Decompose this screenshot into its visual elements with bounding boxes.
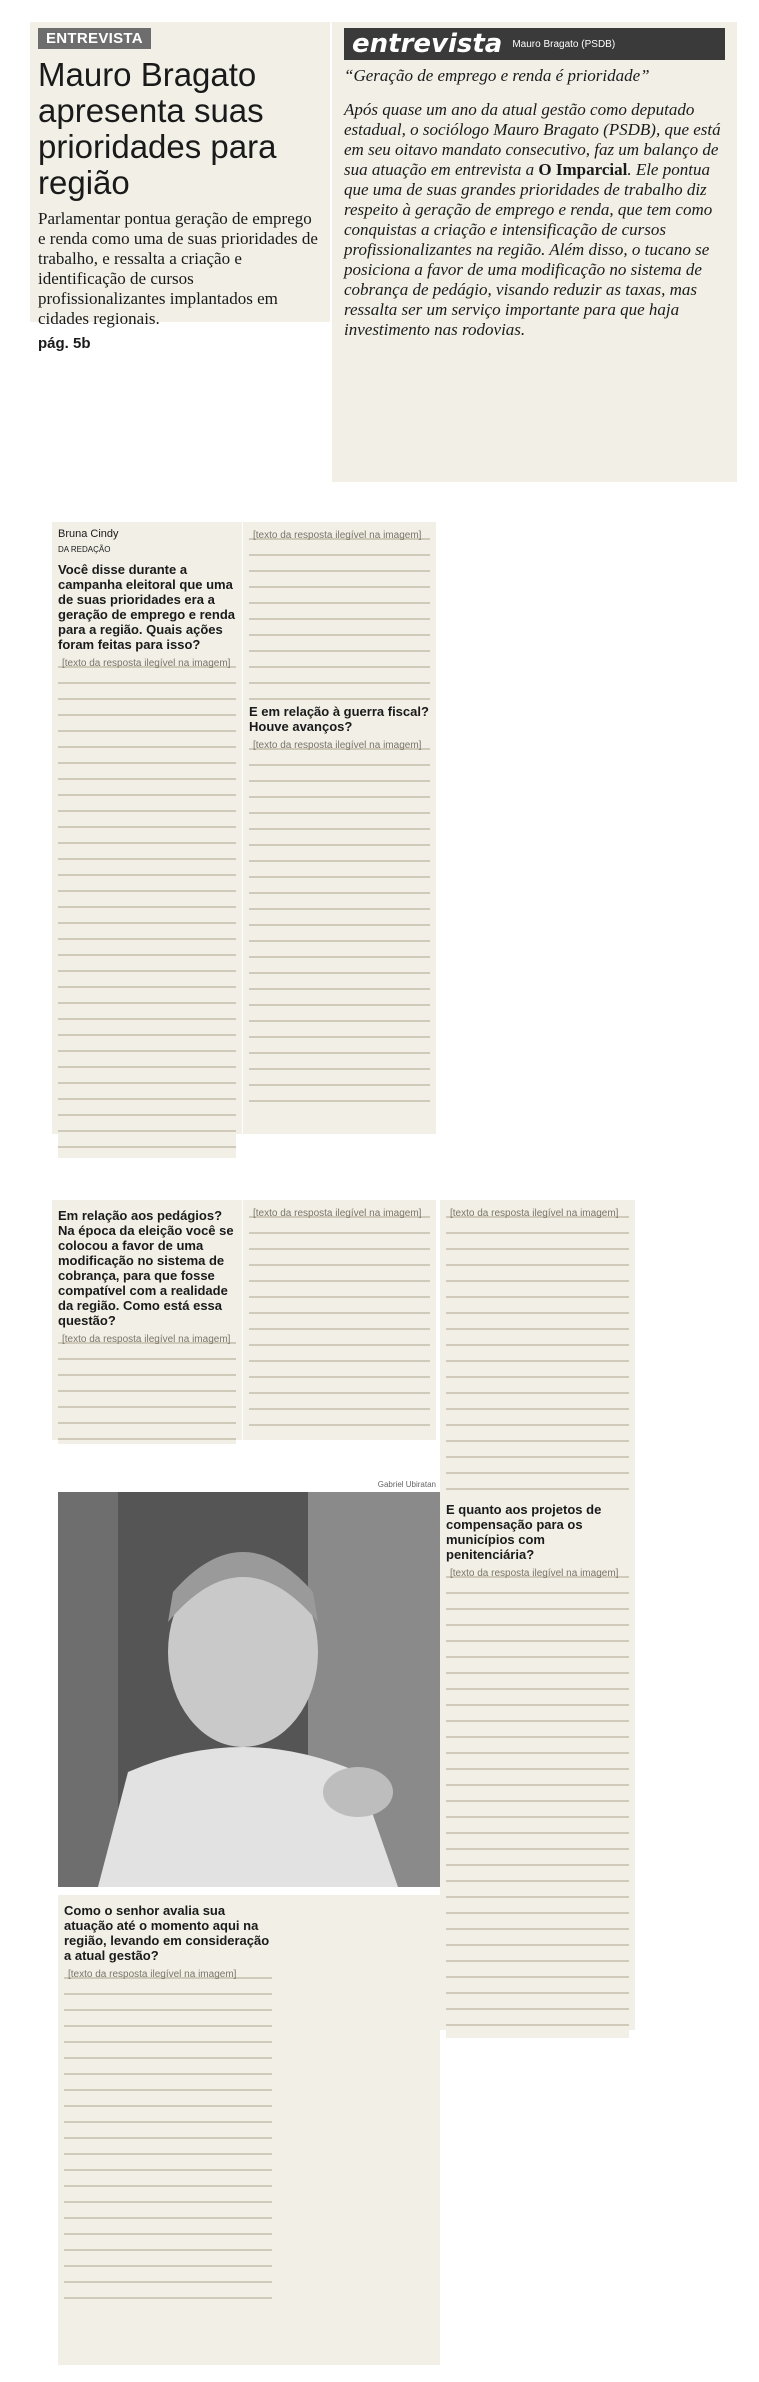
section-name: entrevista bbox=[352, 29, 503, 59]
article-column-4 bbox=[243, 1200, 436, 1440]
article-column-5 bbox=[440, 1200, 635, 2030]
answer-3-continued: [texto da resposta ilegível na imagem] bbox=[249, 1204, 430, 1428]
article-column-3 bbox=[52, 1200, 242, 1440]
newspaper-name: O Imparcial bbox=[538, 160, 628, 179]
answer-2-text: [texto da resposta ilegível na imagem] bbox=[249, 736, 430, 1110]
section-meta: Mauro Bragato (PSDB) bbox=[512, 38, 616, 50]
answer-5-text: [texto da resposta ilegível na imagem] bbox=[64, 1965, 272, 2309]
article-column-1 bbox=[52, 522, 242, 1134]
byline-desk: DA REDAÇÃO bbox=[58, 545, 111, 554]
interviewee-photo bbox=[58, 1480, 440, 1887]
intro-text: Após quase um ano da atual gestão como deputado estadual, o sociólogo Mauro Bragato (PSDB), que está em seu oitavo mandato consecutivo, faz um balanço de sua atuação em entrevista a O Imparcial. Ele pontua que uma de suas grandes prioridades de trabalho diz respeito à geração de emprego e renda, que tem como conquistas a criação e intensificação de cursos profissionalizantes na região. Além disso, o tucano se posiciona a favor de uma modificação no sistema de cobrança de pedágio, visando reduzir as taxas, mas ressalta ser um serviço importante para que haja investimento nas rodovias. bbox=[344, 100, 721, 339]
headline-quote: “Geração de emprego e renda é prioridade” bbox=[344, 66, 650, 85]
question-4: E quanto aos projetos de compensação para os municípios com penitenciária? bbox=[446, 1502, 602, 1562]
teaser-box bbox=[30, 22, 330, 352]
article-column-2 bbox=[243, 522, 436, 1134]
answer-3-text: [texto da resposta ilegível na imagem] bbox=[58, 1330, 236, 1444]
teaser-subtitle: Parlamentar pontua geração de emprego e renda como uma de suas prioridades de trabalho, e ressalta a criação e identificação de cursos profissionalizantes implantados em cidades regionais. bbox=[38, 209, 318, 328]
question-3: Em relação aos pedágios? Na época da eleição você se colocou a favor de uma modificação no sistema de cobrança, para que fosse compatível com a realidade da região. Como está essa questão? bbox=[58, 1208, 234, 1328]
article-column-6 bbox=[58, 1895, 440, 2365]
answer-1-continued: [texto da resposta ilegível na imagem] bbox=[249, 526, 430, 700]
answer-3-end: [texto da resposta ilegível na imagem] bbox=[446, 1204, 629, 1498]
answer-4-text: [texto da resposta ilegível na imagem] bbox=[446, 1564, 629, 2038]
question-1: Você disse durante a campanha eleitoral que uma de suas prioridades era a geração de emprego e renda para a região. Quais ações foram feitas para isso? bbox=[58, 562, 236, 652]
portrait-image bbox=[58, 1492, 440, 1887]
intro-box bbox=[332, 22, 737, 482]
teaser-page-ref: pág. 5b bbox=[38, 335, 91, 352]
question-5: Como o senhor avalia sua atuação até o momento aqui na região, levando em consideração a atual gestão? bbox=[64, 1903, 270, 1963]
section-header bbox=[344, 28, 725, 60]
answer-1-text: [texto da resposta ilegível na imagem] bbox=[58, 654, 236, 1158]
teaser-title: Mauro Bragato apresenta suas prioridades para região bbox=[38, 56, 277, 201]
question-2: E em relação à guerra fiscal? Houve avanços? bbox=[249, 704, 429, 734]
photo-credit: Gabriel Ubiratan bbox=[377, 1480, 436, 1489]
byline-author: Bruna Cindy bbox=[58, 528, 119, 540]
teaser-kicker: ENTREVISTA bbox=[38, 28, 151, 49]
